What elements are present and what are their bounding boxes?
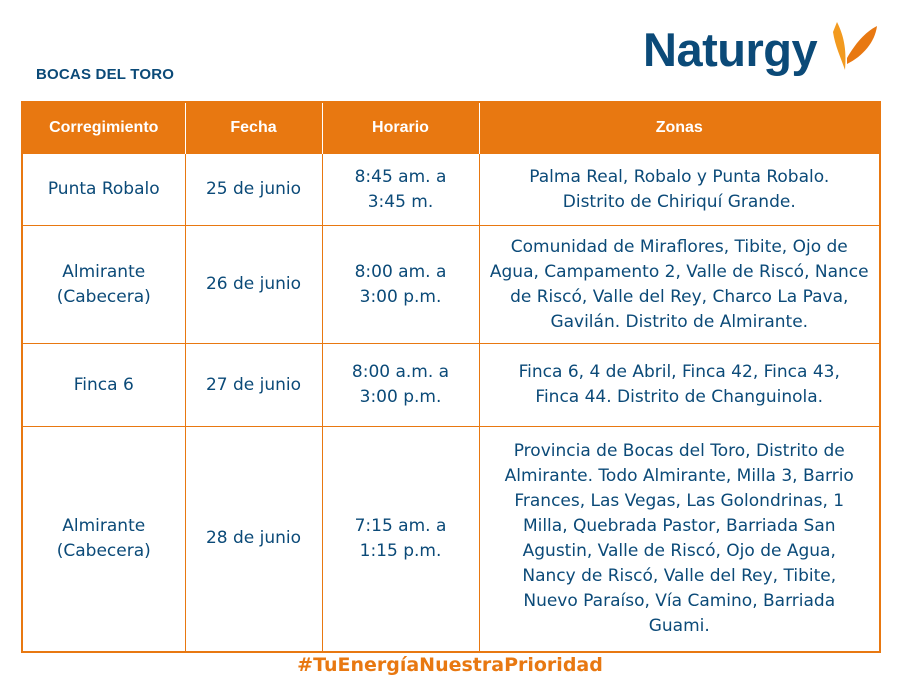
fecha-cell: 26 de junio — [185, 226, 322, 344]
corregimiento-cell: Finca 6 — [22, 344, 185, 427]
corregimiento-cell: Almirante (Cabecera) — [22, 226, 185, 344]
horario-cell: 8:00 a.m. a 3:00 p.m. — [322, 344, 479, 427]
horario-cell: 7:15 am. a 1:15 p.m. — [322, 427, 479, 652]
table-header-row — [22, 102, 880, 154]
column-header: Horario — [322, 102, 479, 154]
zonas-cell: Palma Real, Robalo y Punta Robalo. Distrito de Chiriquí Grande. — [479, 154, 880, 226]
hashtag-footer: #TuEnergíaNuestraPrioridad — [297, 654, 603, 676]
horario-cell: 8:00 am. a 3:00 p.m. — [322, 226, 479, 344]
fecha-cell: 25 de junio — [185, 154, 322, 226]
zonas-cell: Comunidad de Miraflores, Tibite, Ojo de Agua, Campamento 2, Valle de Riscó, Nance de Riscó, Valle del Rey, Charco La Pava, Gavilán. Distrito de Almirante. — [479, 226, 880, 344]
fecha-cell: 27 de junio — [185, 344, 322, 427]
schedule-table — [21, 101, 881, 653]
corregimiento-cell: Almirante (Cabecera) — [22, 427, 185, 652]
butterfly-icon — [831, 18, 879, 74]
column-header: Corregimiento — [22, 102, 185, 154]
column-header: Zonas — [479, 102, 880, 154]
table-row — [22, 344, 880, 427]
table-row — [22, 226, 880, 344]
zonas-cell: Finca 6, 4 de Abril, Finca 42, Finca 43, Finca 44. Distrito de Changuinola. — [479, 344, 880, 427]
fecha-cell: 28 de junio — [185, 427, 322, 652]
table-row — [22, 154, 880, 226]
logo-text: Naturgy — [643, 23, 818, 76]
column-header: Fecha — [185, 102, 322, 154]
naturgy-logo — [643, 14, 883, 84]
horario-cell: 8:45 am. a 3:45 m. — [322, 154, 479, 226]
zonas-cell: Provincia de Bocas del Toro, Distrito de Almirante. Todo Almirante, Milla 3, Barrio Frances, Las Vegas, Las Golondrinas, 1 Milla, Quebrada Pastor, Barriada San Agustin, Valle de Riscó, Ojo de Agua, Nancy de Riscó, Valle del Rey, Tibite, Nuevo Paraíso, Vía Camino, Barriada Guami. — [479, 427, 880, 652]
page-title: BOCAS DEL TORO — [36, 66, 175, 83]
corregimiento-cell: Punta Robalo — [22, 154, 185, 226]
table-row — [22, 427, 880, 652]
